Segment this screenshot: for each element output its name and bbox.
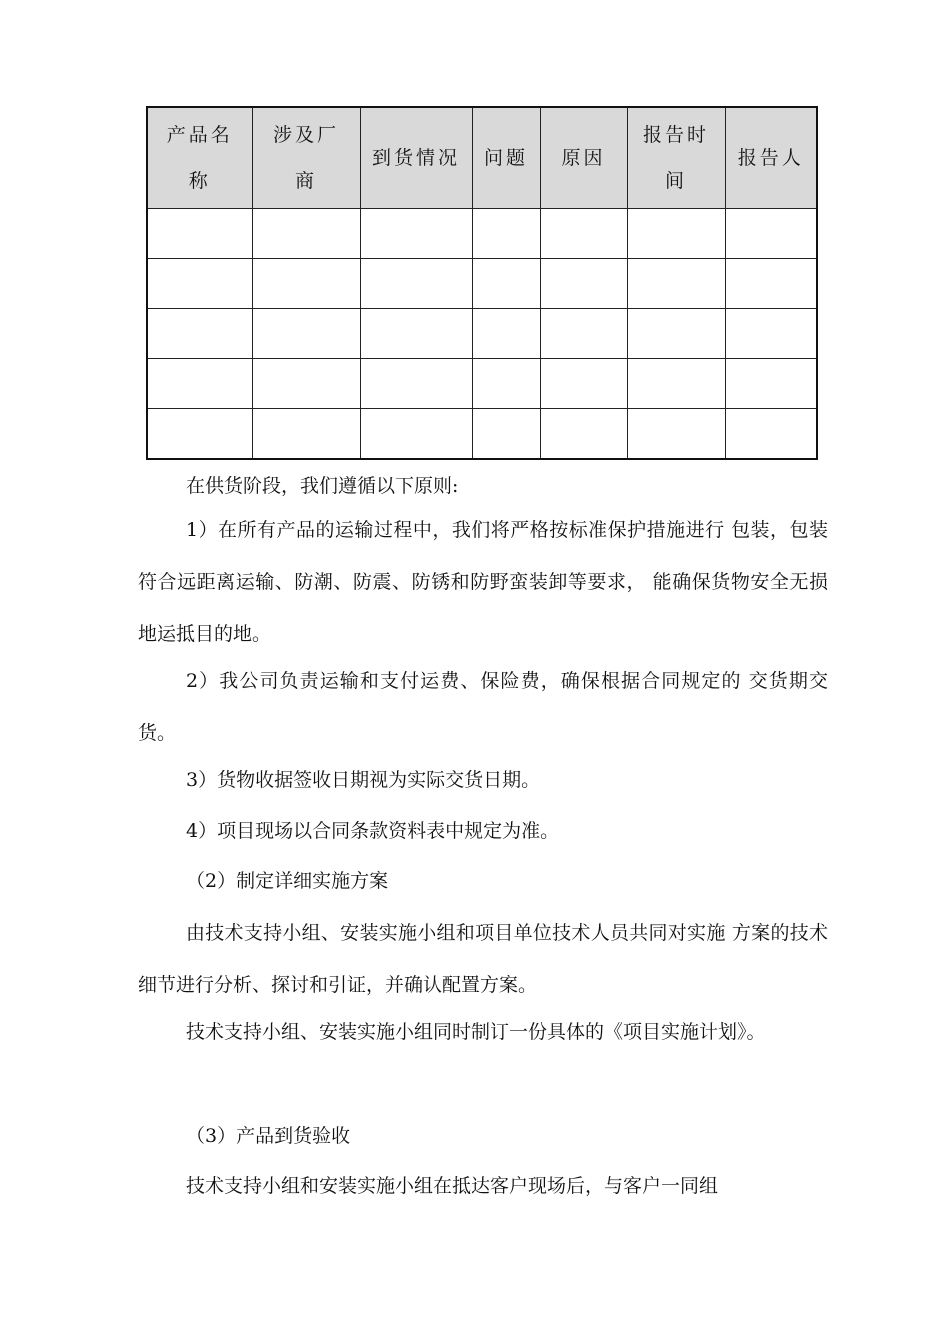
header-product-name: 产品名 称 <box>147 107 252 209</box>
table-row <box>147 409 817 460</box>
table-row <box>147 359 817 409</box>
supply-principles-intro: 在供货阶段，我们遵循以下原则: <box>186 475 459 497</box>
principle-1-packaging: 1）在所有产品的运输过程中，我们将严格按标准保护措施进行 包装，包装符合远距离运输、防潮、防震、防锈和防野蛮装卸等要求， 能确保货物安全无损地运抵目的地。 <box>138 519 828 645</box>
table-row <box>147 259 817 309</box>
header-report-time: 报告时 间 <box>627 107 725 209</box>
section-heading-arrival-acceptance: （3）产品到货验收 <box>186 1125 351 1147</box>
delivery-report-table <box>146 106 818 460</box>
section-heading-implementation-plan: （2）制定详细实施方案 <box>186 870 389 892</box>
header-manufacturer: 涉及厂 商 <box>252 107 360 209</box>
header-problem: 问题 <box>472 107 540 209</box>
principle-3-receipt-date: 3）货物收据签收日期视为实际交货日期。 <box>186 769 541 791</box>
table-row <box>147 309 817 359</box>
implementation-plan-paragraph-2: 技术支持小组、安装实施小组同时制订一份具体的《项目实施计划》。 <box>186 1021 766 1043</box>
table-header-row <box>147 107 817 209</box>
principle-2-transport: 2）我公司负责运输和支付运费、保险费，确保根据合同规定的 交货期交货。 <box>138 670 828 744</box>
arrival-acceptance-paragraph: 技术支持小组和安装实施小组在抵达客户现场后，与客户一同组 <box>186 1175 719 1197</box>
header-reason: 原因 <box>540 107 627 209</box>
header-arrival-status: 到货情况 <box>360 107 472 209</box>
table-row <box>147 209 817 259</box>
principle-4-site: 4）项目现场以合同条款资料表中规定为准。 <box>186 820 560 842</box>
implementation-plan-paragraph-1: 由技术支持小组、安装实施小组和项目单位技术人员共同对实施 方案的技术细节进行分析、探讨和引证，并确认配置方案。 <box>138 922 828 996</box>
header-reporter: 报告人 <box>725 107 817 209</box>
